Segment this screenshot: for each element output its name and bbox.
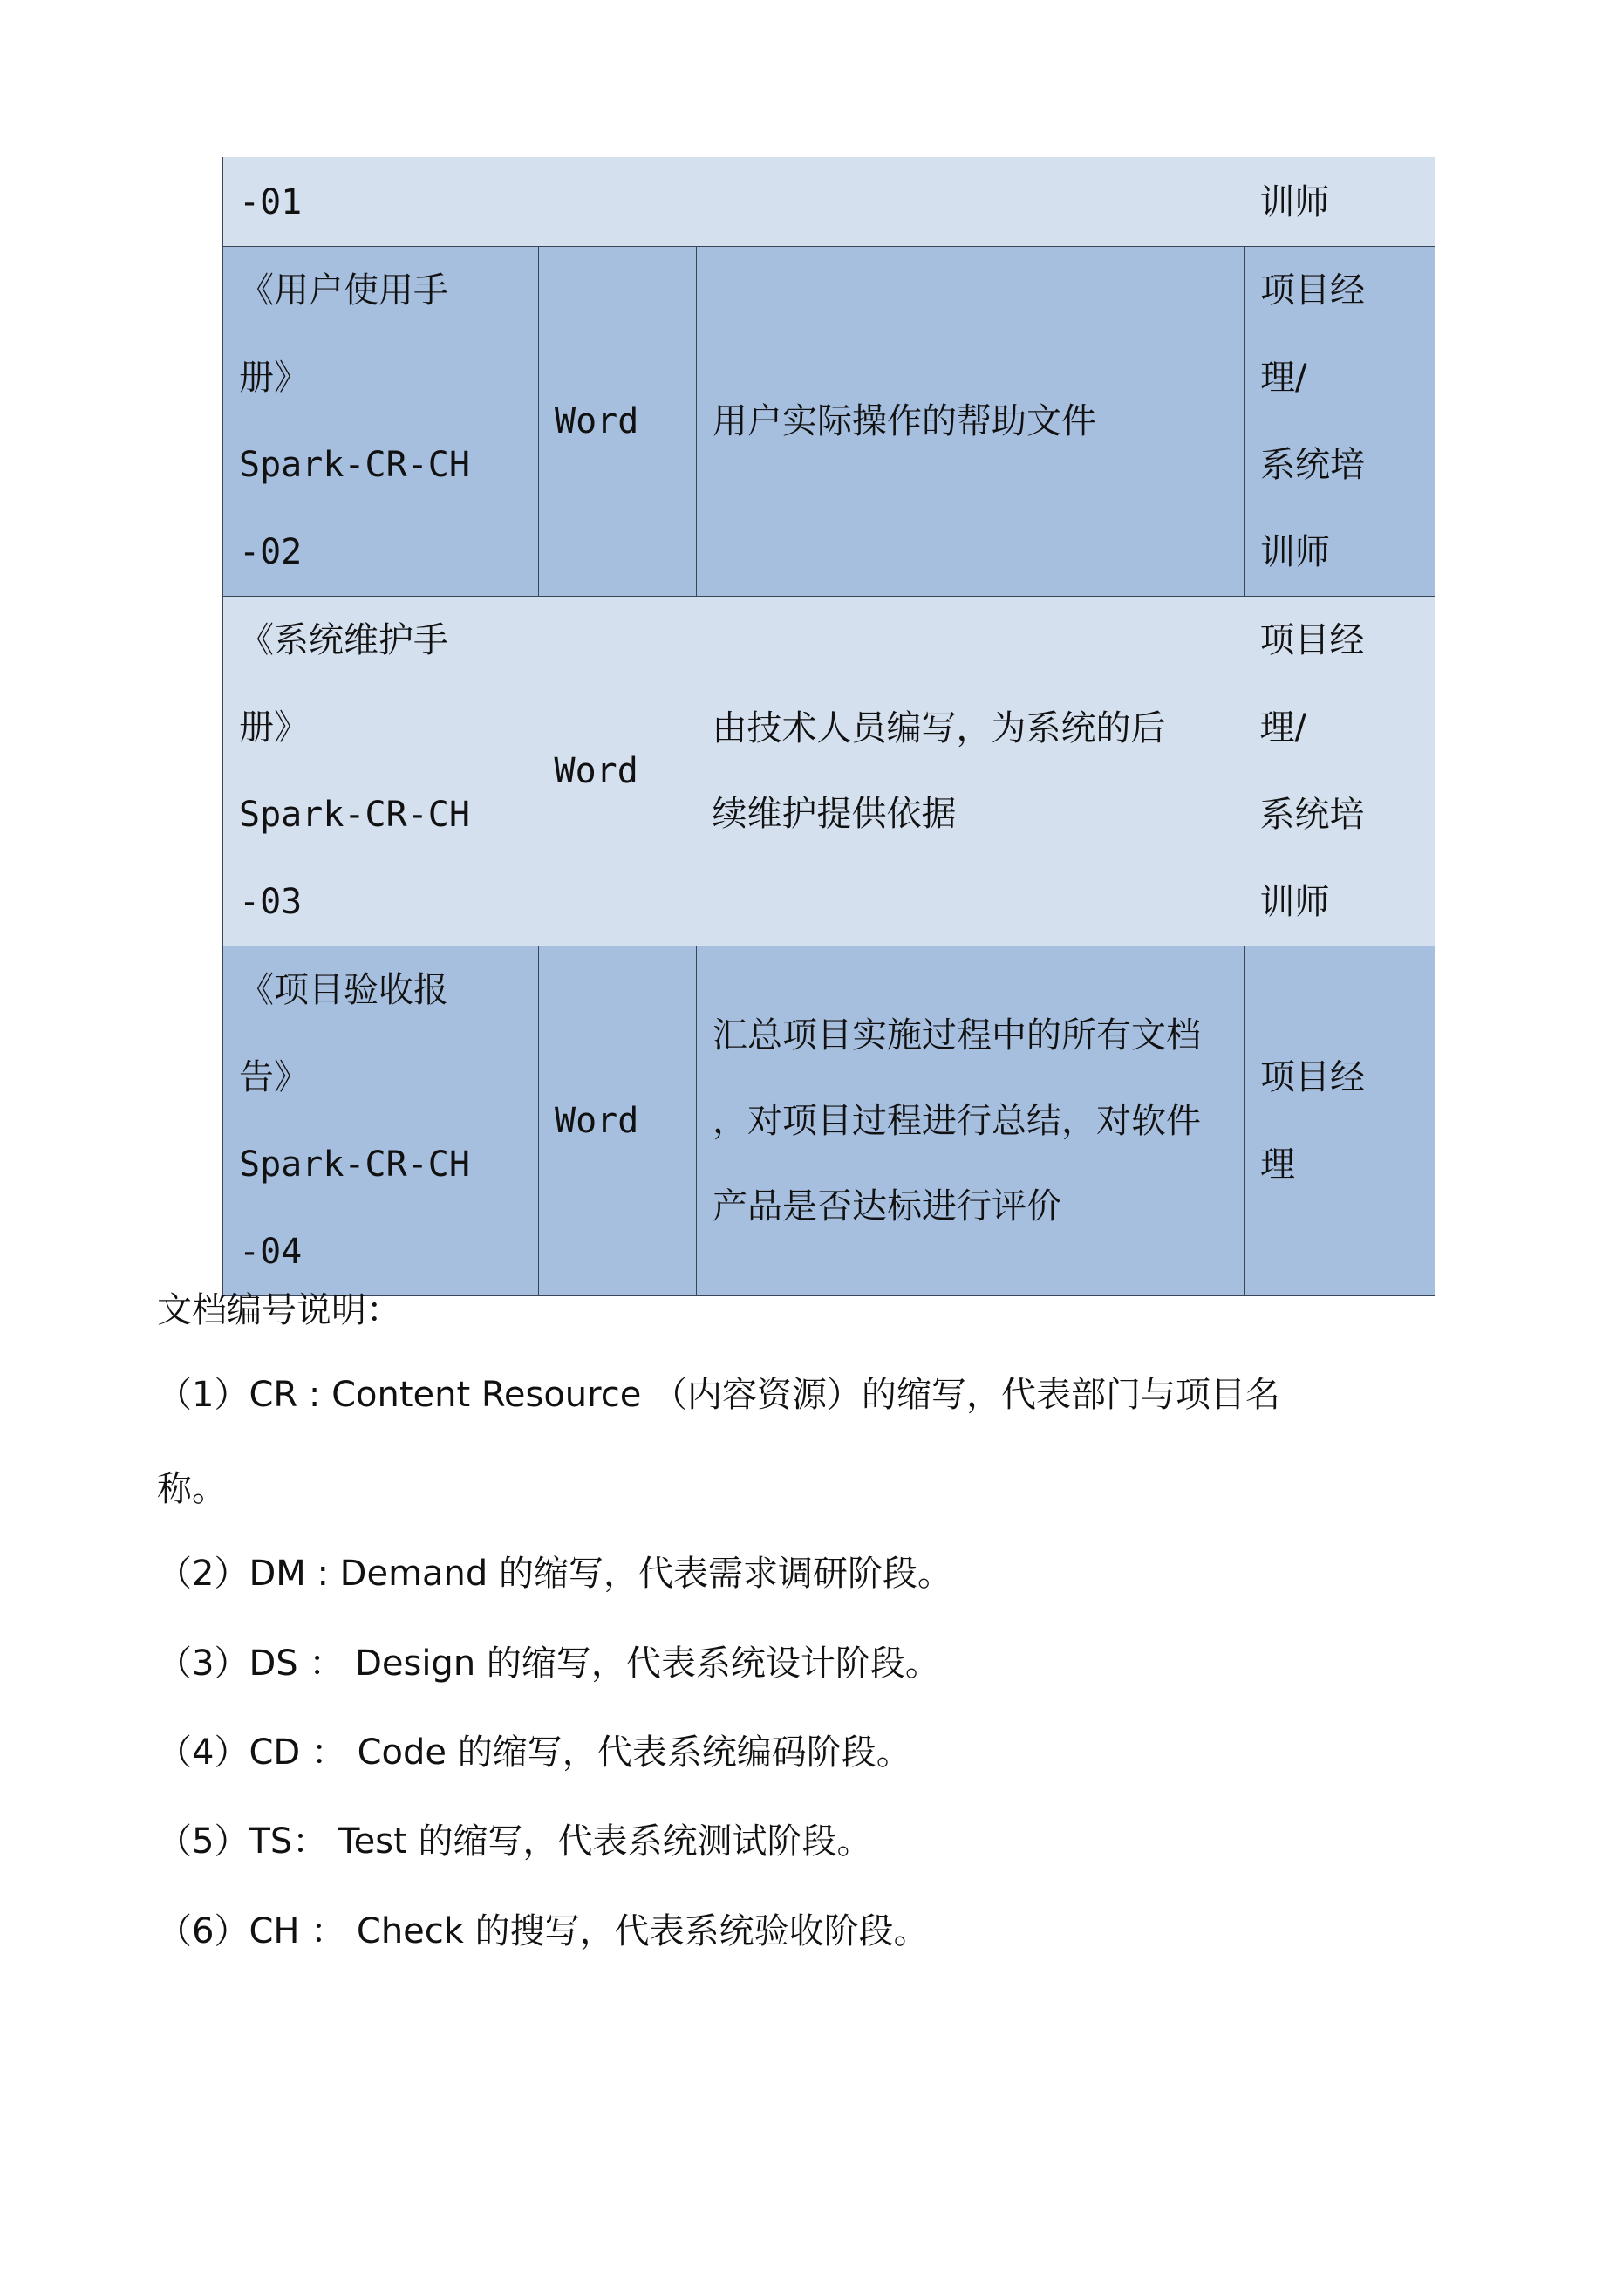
- table-row: [223, 596, 1435, 946]
- doc-name-line: 册》: [239, 357, 309, 398]
- doc-description-line: 用户实际操作的帮助文件: [713, 400, 1096, 441]
- doc-name-line: 告》: [239, 1056, 309, 1097]
- doc-name-line: 《系统维护手: [239, 619, 448, 660]
- doc-name-line: 册》: [239, 707, 309, 748]
- doc-description-cell: [697, 596, 1245, 946]
- note-item: （2）DM : Demand 的缩写，代表需求调研阶段。: [157, 1554, 953, 1594]
- doc-format-cell: [539, 596, 697, 946]
- note-item: （1）CR : Content Resource （内容资源）的缩写，代表部门与项目名: [157, 1375, 1281, 1415]
- doc-owner-line: 理/: [1259, 707, 1306, 748]
- doc-format: Word: [555, 1100, 639, 1141]
- doc-description-line: 由技术人员编写，为系统的后: [712, 707, 1166, 748]
- doc-description-line: 产品是否达标进行评价: [713, 1186, 1061, 1227]
- doc-format: Word: [555, 400, 639, 441]
- doc-format-cell: [539, 157, 697, 246]
- note-item: （5）TS： Test 的缩写，代表系统测试阶段。: [157, 1821, 872, 1862]
- doc-name-line: Spark-CR-CH: [239, 444, 470, 485]
- doc-owner-line: 项目经: [1259, 619, 1365, 660]
- doc-format-cell: [539, 946, 697, 1295]
- doc-name-cell: [223, 157, 539, 246]
- notes-heading: 文档编号说明：: [157, 1290, 401, 1330]
- doc-owner-cell: [1245, 596, 1435, 946]
- doc-name-cell: [223, 246, 539, 596]
- doc-name-line: 《项目验收报: [239, 969, 448, 1010]
- doc-name-line: -03: [239, 881, 303, 922]
- doc-owner-line: 系统培: [1259, 794, 1365, 835]
- doc-name-line: -04: [239, 1231, 303, 1272]
- doc-owner-line: 系统培: [1260, 444, 1365, 485]
- doc-description-cell: [697, 157, 1245, 246]
- doc-owner-line: 训师: [1260, 531, 1330, 572]
- doc-name-cell: [223, 946, 539, 1295]
- doc-name-line: 《用户使用手: [239, 270, 448, 311]
- doc-description-line: ，对项目过程进行总结，对软件: [713, 1100, 1201, 1141]
- doc-format: Word: [554, 750, 638, 791]
- doc-description-cell: [697, 946, 1245, 1295]
- table-row: [223, 946, 1435, 1295]
- doc-owner-line: 训师: [1259, 181, 1330, 222]
- document-table: [222, 157, 1435, 1296]
- note-item: （6）CH ： Check 的搜写，代表系统验收阶段。: [157, 1911, 929, 1951]
- doc-description-line: 汇总项目实施过程中的所有文档: [713, 1015, 1201, 1056]
- doc-name-line: -01: [239, 181, 303, 222]
- table-row: [223, 157, 1435, 246]
- doc-owner-line: 项目经: [1260, 1056, 1365, 1097]
- doc-name-line: Spark-CR-CH: [239, 1144, 470, 1185]
- table-row: [223, 246, 1435, 596]
- doc-owner-cell: [1245, 246, 1435, 596]
- doc-owner-line: 项目经: [1260, 270, 1365, 311]
- doc-owner-line: 理: [1260, 1144, 1295, 1185]
- note-item: （4）CD ： Code 的缩写，代表系统编码阶段。: [157, 1732, 911, 1773]
- note-item: （3）DS ： Design 的缩写，代表系统设计阶段。: [157, 1643, 940, 1684]
- doc-owner-cell: [1245, 946, 1435, 1295]
- doc-name-line: Spark-CR-CH: [239, 794, 470, 835]
- doc-name-cell: [223, 596, 539, 946]
- doc-owner-line: 理/: [1260, 357, 1307, 398]
- doc-owner-cell: [1245, 157, 1435, 246]
- doc-format-cell: [539, 246, 697, 596]
- doc-name-line: -02: [239, 531, 303, 572]
- doc-description-line: 续维护提供依据: [712, 793, 957, 834]
- doc-description-cell: [697, 246, 1245, 596]
- note-item: 称。: [157, 1469, 227, 1509]
- doc-owner-line: 训师: [1259, 881, 1330, 922]
